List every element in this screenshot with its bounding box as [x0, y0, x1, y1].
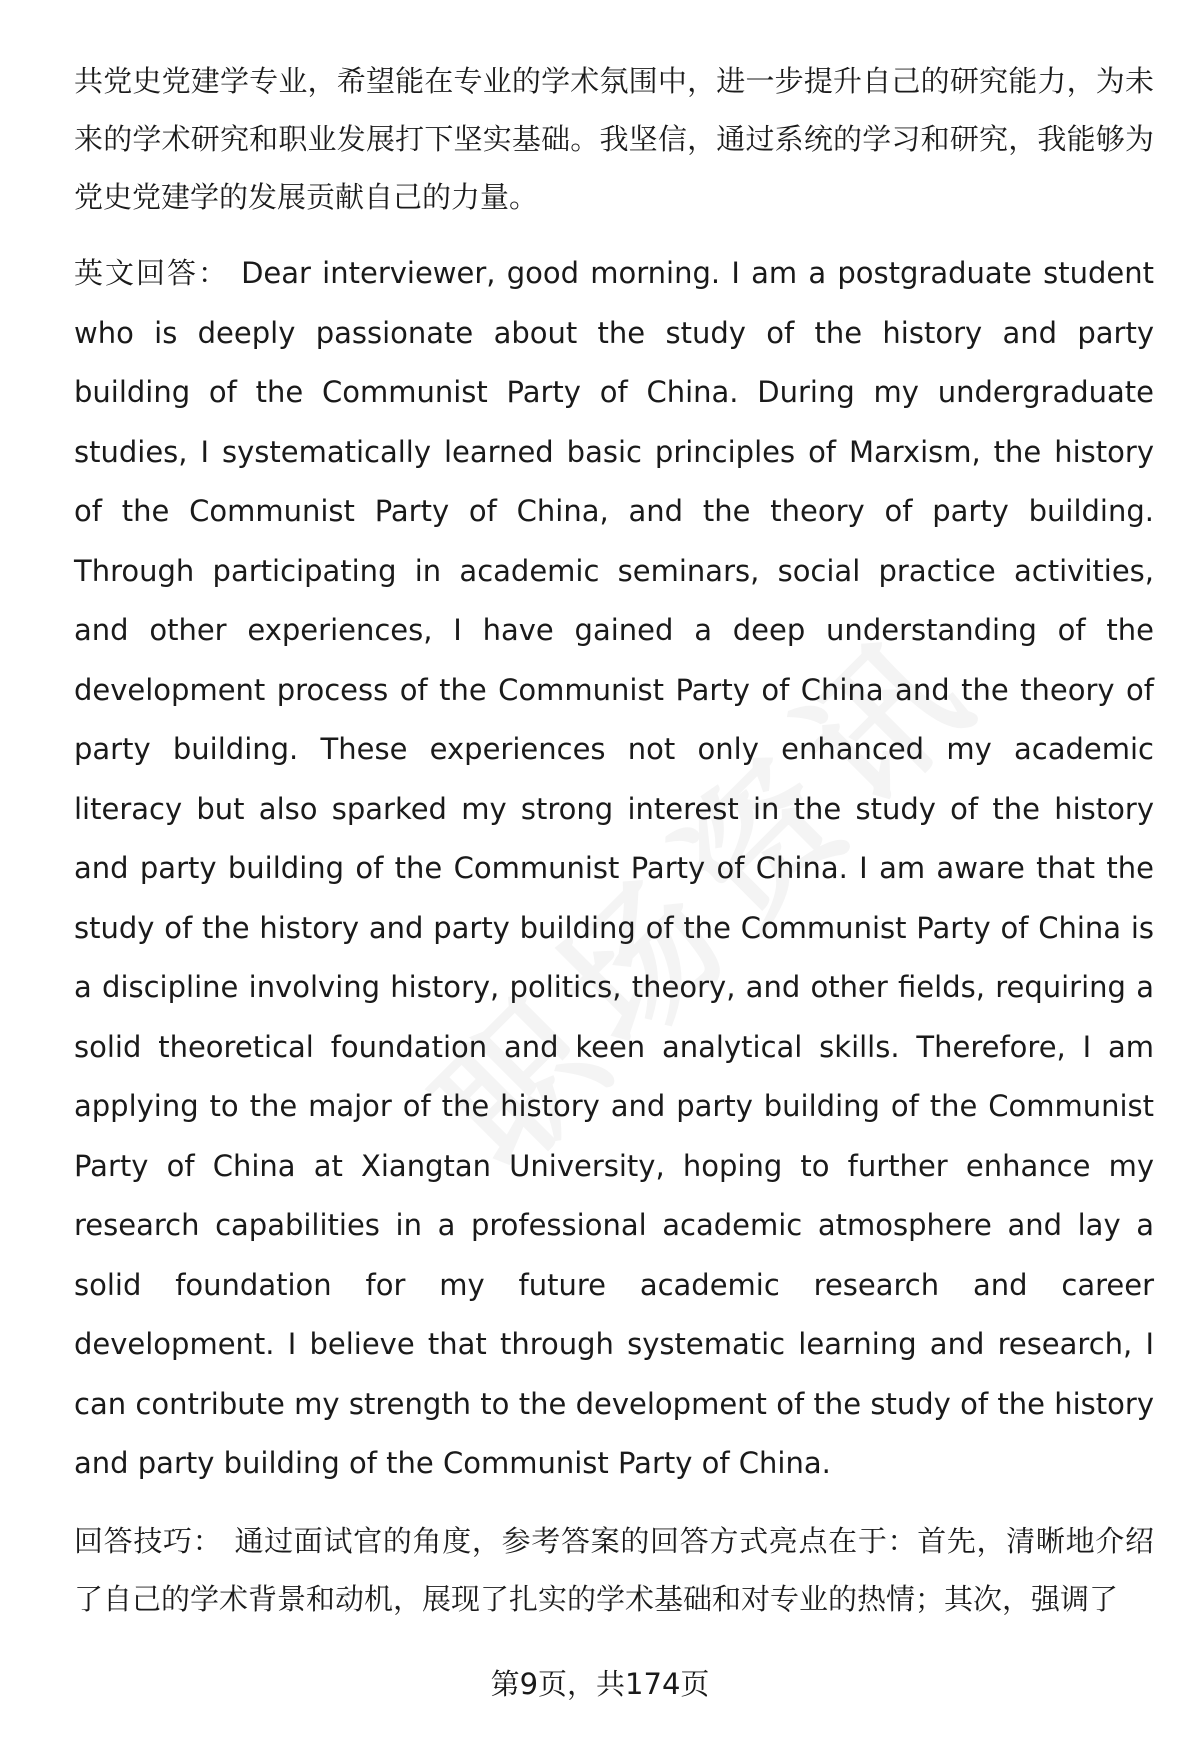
answer-tips-label: 回答技巧：	[74, 1523, 223, 1558]
answer-tips-paragraph	[74, 1512, 1154, 1628]
page-indicator: 第9页，共174页	[490, 1667, 710, 1701]
english-answer-paragraph	[74, 244, 1154, 1494]
answer-tips-text: 通过面试官的角度，参考答案的回答方式亮点在于：首先，清晰地介绍了自己的学术背景和动机，展现了扎实的学术基础和对专业的热情；其次，强调了	[74, 1523, 1154, 1616]
paragraph-continuation: 共党史党建学专业，希望能在专业的学术氛围中，进一步提升自己的研究能力，为未来的学术研究和职业发展打下坚实基础。我坚信，通过系统的学习和研究，我能够为党史党建学的发展贡献自己的力量。	[74, 64, 1154, 214]
english-answer-label: 英文回答：	[74, 256, 230, 290]
document-content	[74, 52, 1154, 1628]
english-answer-text: Dear interviewer, good morning. I am a postgraduate student who is deeply passionate about the study of the history and party building of the Communist Party of China. During my undergraduate studies, I systematically learned basic principles of Marxism, the history of the Communist Party of China, and the theory of party building. Through participating in academic seminars, social practice activities, and other experiences, I have gained a deep understanding of the development process of the Communist Party of China and the theory of party building. These experiences not only enhanced my academic literacy but also sparked my strong interest in the study of the history and party building of the Communist Party of China. I am aware that the study of the history and party building of the Communist Party of China is a discipline involving history, politics, theory, and other fields, requiring a solid theoretical foundation and keen analytical skills. Therefore, I am applying to the major of the history and party building of the Communist Party of China at Xiangtan University, hoping to further enhance my research capabilities in a professional academic atmosphere and lay a solid foundation for my future academic research and career development. I believe that through systematic learning and research, I can contribute my strength to the development of the study of the history and party building of the Communist Party of China.	[74, 256, 1154, 1480]
